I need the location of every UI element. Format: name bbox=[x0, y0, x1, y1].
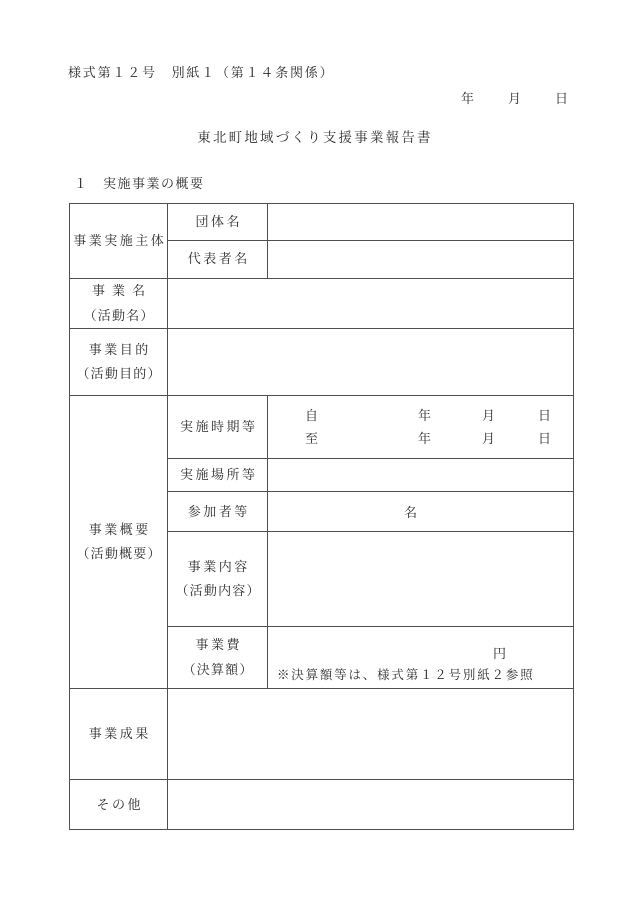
period-from-label: 自 bbox=[305, 408, 319, 424]
representative-input-cell bbox=[268, 241, 574, 279]
table-row bbox=[70, 689, 574, 780]
participants-unit-label: 名 bbox=[404, 505, 418, 521]
form-number: 様式第１２号 別紙１（第１４条関係） bbox=[68, 65, 335, 80]
overview-label: 事業概要 bbox=[88, 521, 151, 537]
cost-label: 事業費 bbox=[195, 637, 242, 653]
period-to-year-label: 年 bbox=[418, 431, 432, 447]
implementer-label-cell bbox=[70, 204, 168, 279]
cost-label-sub: （決算額） bbox=[182, 661, 254, 677]
other-label-cell bbox=[70, 780, 168, 830]
project-name-label-sub: （活動名） bbox=[83, 307, 155, 323]
cost-value-cell bbox=[268, 627, 574, 689]
content-label-sub: （活動内容） bbox=[175, 583, 261, 599]
table-row bbox=[70, 279, 574, 329]
location-label-cell bbox=[168, 459, 268, 492]
table-row bbox=[70, 780, 574, 830]
purpose-label-cell bbox=[70, 329, 168, 396]
period-label-cell bbox=[168, 396, 268, 459]
date-day-label: 日 bbox=[554, 91, 568, 106]
cost-unit-label: 円 bbox=[493, 646, 507, 662]
period-from-day-label: 日 bbox=[538, 408, 552, 424]
date-year-label: 年 bbox=[461, 91, 475, 106]
content-label-cell bbox=[168, 532, 268, 627]
date-line bbox=[461, 88, 568, 107]
group-name-input-cell bbox=[268, 204, 574, 241]
results-label: 事業成果 bbox=[88, 726, 151, 742]
cost-note: ※決算額等は、様式第１２号別紙２参照 bbox=[277, 668, 535, 683]
section-heading: １ 実施事業の概要 bbox=[74, 176, 205, 191]
period-to-label: 至 bbox=[305, 431, 319, 447]
implementer-label: 事業実施主体 bbox=[73, 232, 167, 248]
table-row bbox=[70, 204, 574, 241]
period-label: 実施時期等 bbox=[179, 419, 258, 435]
period-to-day-label: 日 bbox=[538, 431, 552, 447]
purpose-input-cell bbox=[168, 329, 574, 396]
participants-label: 参加者等 bbox=[187, 503, 250, 519]
results-label-cell bbox=[70, 689, 168, 780]
content-label: 事業内容 bbox=[187, 558, 250, 574]
period-value-cell bbox=[268, 396, 574, 459]
document-title: 東北町地域づくり支援事業報告書 bbox=[197, 130, 433, 145]
group-name-label: 団体名 bbox=[195, 213, 242, 229]
location-label: 実施場所等 bbox=[179, 467, 258, 483]
period-from-year-label: 年 bbox=[418, 408, 432, 424]
purpose-label: 事業目的 bbox=[88, 341, 151, 357]
other-label: その他 bbox=[96, 796, 143, 812]
content-input-cell bbox=[268, 532, 574, 627]
participants-label-cell bbox=[168, 492, 268, 532]
overview-label-sub: （活動概要） bbox=[76, 546, 162, 562]
project-name-label-cell bbox=[70, 279, 168, 329]
period-from-month-label: 月 bbox=[482, 408, 496, 424]
representative-label: 代表者名 bbox=[187, 251, 250, 267]
table-row bbox=[70, 329, 574, 396]
other-input-cell bbox=[168, 780, 574, 830]
period-to-month-label: 月 bbox=[482, 431, 496, 447]
project-name-label: 事業名 bbox=[91, 283, 152, 298]
results-input-cell bbox=[168, 689, 574, 780]
date-month-label: 月 bbox=[507, 91, 521, 106]
purpose-label-sub: （活動目的） bbox=[76, 366, 162, 382]
project-name-input-cell bbox=[168, 279, 574, 329]
representative-label-cell bbox=[168, 241, 268, 279]
table-row bbox=[70, 396, 574, 459]
group-name-label-cell bbox=[168, 204, 268, 241]
overview-label-cell bbox=[70, 396, 168, 689]
cost-label-cell bbox=[168, 627, 268, 689]
overview-table bbox=[69, 203, 574, 830]
location-input-cell bbox=[268, 459, 574, 492]
participants-value-cell bbox=[268, 492, 574, 532]
